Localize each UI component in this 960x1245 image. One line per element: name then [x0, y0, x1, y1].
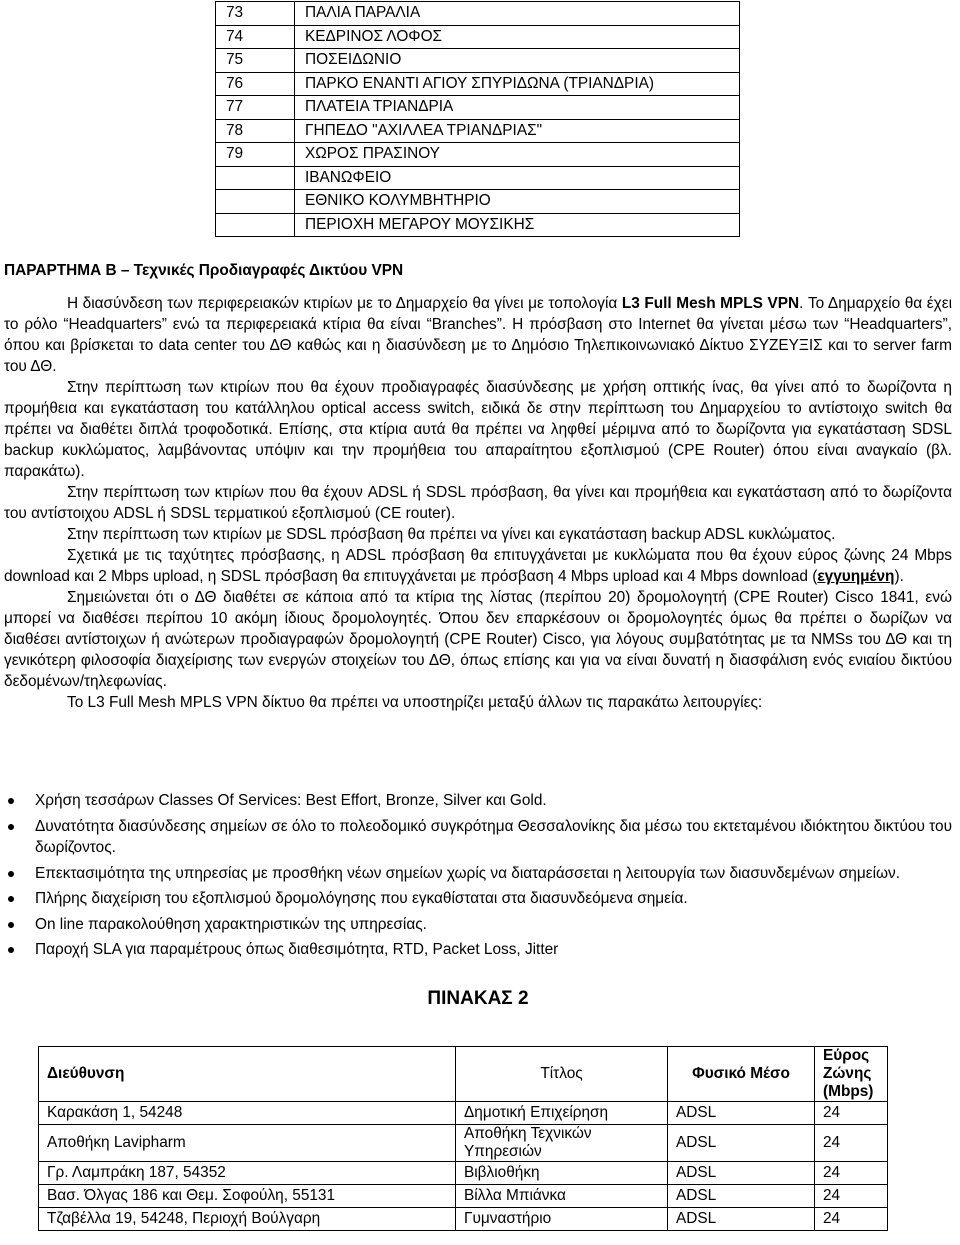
paragraph [4, 545, 952, 587]
row-location: ΠΕΡΙΟΧΗ ΜΕΓΑΡΟΥ ΜΟΥΣΙΚΗΣ [295, 213, 740, 237]
table-row [216, 166, 740, 190]
body-text [4, 293, 952, 713]
bullet-icon [8, 947, 14, 953]
cell-medium: ADSL [668, 1102, 815, 1125]
row-number: 77 [216, 96, 295, 120]
row-number: 75 [216, 49, 295, 73]
row-number: 79 [216, 143, 295, 167]
table-row [216, 96, 740, 120]
table-header-row [39, 1047, 888, 1102]
paragraph: Το L3 Full Mesh MPLS VPN δίκτυο θα πρέπει να υποστηρίζει μεταξύ άλλων τις παρακάτω λειτουργίες: [67, 694, 763, 711]
list-item-text: Παροχή SLA για παραμέτρους όπως διαθεσιμότητα, RTD, Packet Loss, Jitter [35, 941, 559, 958]
cell-address: Καρακάση 1, 54248 [39, 1102, 456, 1125]
header-address: Διεύθυνση [39, 1047, 456, 1102]
row-number [216, 213, 295, 237]
text-span: . Το Δημαρχείο θα έχει το ρόλο “Headquarters” ενώ τα περιφερειακά κτίρια θα είναι “Branches”. Η πρόσβαση στο Internet θα γίνεται μέσω των “Headquarters”, όπου και βρίσκεται το data center του ΔΘ καθώς και η διασύνδεση με το Δημόσιο Τηλεπικοινωνιακό Δίκτυο ΣΥΖΕΥΞΙΣ και το server farm του ΔΘ. [4, 295, 952, 375]
row-location: ΕΘΝΙΚΟ ΚΟΛΥΜΒΗΤΗΡΙΟ [295, 190, 740, 214]
paragraph [4, 293, 952, 377]
paragraph: Στην περίπτωση των κτιρίων με SDSL πρόσβαση θα πρέπει να γίνει και εγκατάσταση backup ADSL κυκλώματος. [67, 526, 836, 543]
row-location: ΠΑΡΚΟ ΕΝΑΝΤΙ ΑΓΙΟΥ ΣΠΥΡΙΔΩΝΑ (ΤΡΙΑΝΔΡΙΑ) [295, 72, 740, 96]
underlined-bold-text: εγγυημένη [817, 568, 895, 585]
list-item-text: On line παρακολούθηση χαρακτηριστικών της υπηρεσίας. [35, 915, 427, 933]
cell-title: Αποθήκη Τεχνικών Υπηρεσιών [456, 1125, 668, 1162]
bullet-icon [8, 798, 14, 804]
text-span: ). [894, 568, 904, 585]
cell-medium: ADSL [668, 1208, 815, 1231]
row-location: ΚΕΔΡΙΝΟΣ ΛΟΦΟΣ [295, 25, 740, 49]
table-row [39, 1102, 888, 1125]
row-location: ΠΑΛΙΑ ΠΑΡΑΛΙΑ [295, 2, 740, 26]
list-item [4, 816, 952, 859]
locations-table [215, 1, 740, 237]
header-title: Τίτλος [456, 1047, 668, 1102]
header-medium: Φυσικό Μέσο [668, 1047, 815, 1102]
table-row [216, 213, 740, 237]
table-row [39, 1185, 888, 1208]
bullet-icon [8, 871, 14, 877]
row-location: ΙΒΑΝΩΦΕΙΟ [295, 166, 740, 190]
table-row [39, 1125, 888, 1162]
cell-title: Γυμναστήριο [456, 1208, 668, 1231]
bullet-icon [8, 922, 14, 928]
table-row [216, 49, 740, 73]
feature-list [4, 790, 952, 961]
row-number: 73 [216, 2, 295, 26]
row-location: ΠΛΑΤΕΙΑ ΤΡΙΑΝΔΡΙΑ [295, 96, 740, 120]
table-row [216, 119, 740, 143]
row-number: 76 [216, 72, 295, 96]
cell-bandwidth: 24 [815, 1208, 888, 1231]
row-number: 74 [216, 25, 295, 49]
section-title: ΠΑΡΑΡΤΗΜΑ Β – Τεχνικές Προδιαγραφές Δικτύου VPN [4, 262, 404, 279]
cell-title: Βιβλιοθήκη [456, 1162, 668, 1185]
cell-medium: ADSL [668, 1125, 815, 1162]
bullet-icon [8, 824, 14, 830]
cell-medium: ADSL [668, 1185, 815, 1208]
cell-address: Αποθήκη Lavipharm [39, 1125, 456, 1162]
row-location: ΓΗΠΕΔΟ "ΑΧΙΛΛΕΑ ΤΡΙΑΝΔΡΙΑΣ" [295, 119, 740, 143]
text-span: Η διασύνδεση των περιφερειακών κτιρίων με το Δημαρχείο θα γίνει με τοπολογία [67, 295, 622, 312]
cell-title: Δημοτική Επιχείρηση [456, 1102, 668, 1125]
row-location: ΠΟΣΕΙΔΩΝΙΟ [295, 49, 740, 73]
list-item [4, 914, 952, 936]
cell-address: Βασ. Όλγας 186 και Θεμ. Σοφούλη, 55131 [39, 1185, 456, 1208]
paragraph: Στην περίπτωση των κτιρίων που θα έχουν ADSL ή SDSL πρόσβαση, θα γίνει και προμήθεια και εγκατάσταση από το δωρίζοντα του αντίστοιχου ADSL ή SDSL τερματικού εξοπλισμού (CE router). [4, 484, 952, 522]
list-item [4, 939, 952, 961]
table-row [216, 190, 740, 214]
table-row [216, 2, 740, 26]
list-item [4, 790, 952, 812]
list-item-text: Χρήση τεσσάρων Classes Of Services: Best Effort, Bronze, Silver και Gold. [35, 792, 547, 809]
paragraph: Σημειώνεται ότι ο ΔΘ διαθέτει σε κάποια από τα κτίρια της λίστας (περίπου 20) δρομολογητή (CPE Router) Cisco 1841, ενώ μπορεί να διαθέσει περίπου 10 ακόμη ίδιους δρομολογητές. Όπου δεν επαρκέσουν οι δρομολογητές όμως θα πρέπει ο δωρίζων να διαθέσει αντίστοιχων ή ανώτερων προδιαγραφών δρομολογητή (CPE Router) Cisco, για λόγους συμβατότητας με τα NMSs του ΔΘ και τη γενικότερη φιλοσοφία διαχείρισης των ενεργών στοιχείων του ΔΘ, όπως επίσης και για να είναι δυνατή η διασφάλιση ενός ενιαίου δικτύου δεδομένων/τηλεφωνίας. [4, 589, 952, 690]
row-number: 78 [216, 119, 295, 143]
text-span: Σχετικά με τις ταχύτητες πρόσβασης, η ADSL πρόσβαση θα επιτυγχάνεται με κυκλώματα που θα έχουν εύρος ζώνης 24 Mbps download και 2 Mbps upload, η SDSL πρόσβαση θα επιτυγχάνεται με πρόσβαση 4 Mbps upload και 4 Mbps download ( [4, 547, 952, 585]
table-row [216, 25, 740, 49]
list-item-text: Πλήρης διαχείριση του εξοπλισμού δρομολόγησης που εγκαθίσταται στα διασυνδεόμενα σημεία. [35, 890, 688, 907]
cell-bandwidth: 24 [815, 1162, 888, 1185]
list-item-text: Επεκτασιμότητα της υπηρεσίας με προσθήκη νέων σημείων χωρίς να διαταράσσεται η λειτουργία των διασυνδεμένων σημείων. [35, 864, 900, 882]
cell-address: Τζαβέλλα 19, 54248, Περιοχή Βούλγαρη [39, 1208, 456, 1231]
list-item-text: Δυνατότητα διασύνδεσης σημείων σε όλο το πολεοδομικό συγκρότημα Θεσσαλονίκης δια μέσω του εκτεταμένου ιδιόκτητου δικτύου του δωρίζοντος. [35, 817, 952, 856]
table-row [39, 1208, 888, 1231]
cell-title: Βίλλα Μπιάνκα [456, 1185, 668, 1208]
bold-text: L3 Full Mesh MPLS VPN [621, 295, 800, 312]
table-row [216, 143, 740, 167]
bullet-icon [8, 896, 14, 902]
header-bandwidth: Εύρος Ζώνης (Mbps) [815, 1047, 888, 1102]
cell-bandwidth: 24 [815, 1185, 888, 1208]
row-number [216, 166, 295, 190]
row-location: ΧΩΡΟΣ ΠΡΑΣΙΝΟΥ [295, 143, 740, 167]
list-item [4, 888, 952, 910]
list-item [4, 863, 952, 885]
paragraph: Στην περίπτωση των κτιρίων που θα έχουν προδιαγραφές διασύνδεσης με χρήση οπτικής ίνας, θα γίνει από το δωρίζοντα η προμήθεια και εγκατάσταση του κατάλληλου optical access switch, ειδικά δε στην περίπτωση του Δημαρχείου το αντίστοιχο switch θα πρέπει να διαθέτει διπλά τροφοδοτικά. Επίσης, στα κτίρια αυτά θα πρέπει να ληφθεί μέριμνα από το δωρίζοντα για εγκατάσταση SDSL backup κυκλώματος, λαμβάνοντας υπόψιν και την προμήθεια του απαραίτητου εξοπλισμού (CPE Router) όπου είναι αναγκαίο (βλ. παρακάτω). [4, 379, 952, 480]
cell-medium: ADSL [668, 1162, 815, 1185]
table-row [216, 72, 740, 96]
table-row [39, 1162, 888, 1185]
row-number [216, 190, 295, 214]
cell-bandwidth: 24 [815, 1102, 888, 1125]
cell-address: Γρ. Λαμπράκη 187, 54352 [39, 1162, 456, 1185]
table-title: ΠΙΝΑΚΑΣ 2 [427, 988, 529, 1009]
cell-bandwidth: 24 [815, 1125, 888, 1162]
buildings-table [38, 1046, 888, 1231]
